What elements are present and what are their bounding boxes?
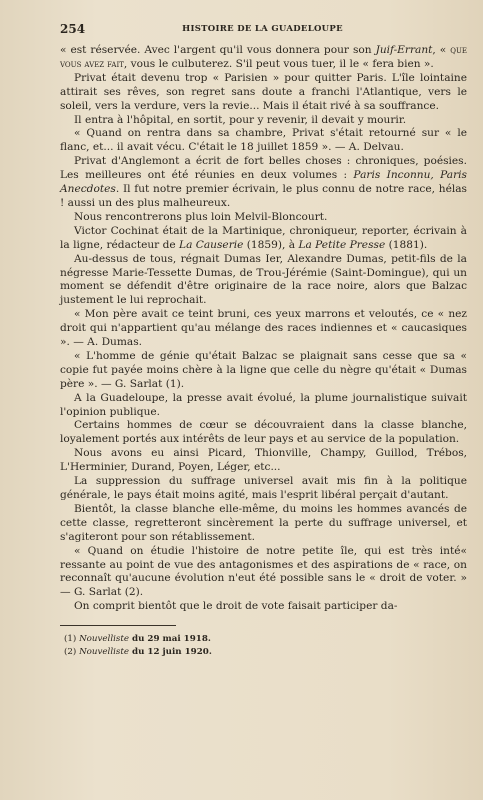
paragraph-6: [60, 211, 467, 225]
paragraph-5: [60, 155, 467, 211]
text-run: Nouvelliste: [79, 647, 129, 658]
footnotes: [60, 633, 467, 659]
paragraph-17: [60, 600, 467, 614]
paragraph-16: [60, 545, 467, 601]
footnote-1: [64, 633, 467, 646]
text-run: , vous le culbuterez. S'il peut vous tuer, il le « fera bien ».: [123, 57, 434, 70]
text-run: Certains hommes de cœur se découvraient dans la classe blanche, loyalement portés aux intérêts de leur pays et au service de la population.: [60, 419, 467, 446]
paragraph-7: [60, 225, 467, 253]
paragraph-12: [60, 419, 467, 447]
text-run: . Il fut notre premier écrivain, le plus connu de notre race, hélas ! aussi un des plus malheureux.: [60, 183, 467, 209]
text-run: du 29 mai 1918.: [128, 634, 211, 645]
paragraph-1: [60, 44, 467, 72]
text-run: Il entra à l'hôpital, en sortit, pour y revenir, il devait y mourir.: [74, 113, 407, 126]
footnote-2: [64, 646, 467, 659]
paragraph-11: [60, 392, 467, 420]
text-run: « L'homme de génie qu'était Balzac se plaignait sans cesse que sa « copie fut payée moins chère à la ligne que celle du nègre qu'était « Dumas père ». — G. Sarlat (1).: [60, 349, 467, 390]
paragraph-2: [60, 72, 467, 114]
text-run: Nous rencontrerons plus loin Melvil-Bloncourt.: [74, 210, 328, 223]
text-run: On comprit bientôt que le droit de vote faisait participer da-: [74, 600, 398, 613]
body-text: [60, 44, 467, 614]
text-run: Bientôt, la classe blanche elle-même, du moins les hommes avancés de cette classe, regretteront sincèrement la perte du suffrage universel, et s'agiteront pour son rétablissement.: [60, 502, 467, 543]
footnote-rule: [60, 625, 176, 626]
text-run: du 12 juin 1920.: [128, 647, 212, 658]
text-run: Paris Inconnu, Paris Anecdotes: [60, 169, 467, 196]
text-run: Victor Cochinat était de la Martinique, chroniqueur, reporter, écrivain à la ligne, rédacteur de: [60, 224, 467, 251]
text-run: Privat d'Anglemont a écrit de fort belles choses : chroniques, poésies. Les meilleures ont été réunies en deux volumes :: [60, 155, 467, 182]
text-run: La Causerie: [179, 238, 244, 251]
text-run: (1): [64, 634, 80, 645]
page-number: 254: [60, 22, 86, 36]
text-run: Au-dessus de tous, régnait Dumas Ier, Alexandre Dumas, petit-fils de la négresse Marie-Tessette Dumas, de Trou-Jérémie (Saint-Domingue), qui un moment se défendit d'être originaire de la race noire, alors que Balzac justement le lui reprochait.: [60, 252, 467, 307]
text-run: (1881).: [385, 238, 428, 251]
paragraph-3: [60, 114, 467, 128]
paragraph-9: [60, 308, 467, 350]
text-run: (2): [64, 647, 80, 658]
paragraph-15: [60, 503, 467, 545]
text-run: La suppression du suffrage universel avait mis fin à la politique générale, le pays était moins agité, mais l'esprit libéral perçait d'autant.: [60, 475, 467, 501]
text-run: Privat était devenu trop « Parisien » pour quitter Paris. L'île lointaine attirait ses rêves, son regret sans doute a franchi l'Atlantique, vers le soleil, vers la verdure, vers la revie... Mais il était rivé à sa souffrance.: [60, 71, 467, 112]
paragraph-4: [60, 127, 467, 155]
text-run: La Petite Presse: [298, 238, 386, 251]
paragraph-8: [60, 253, 467, 309]
text-run: A la Guadeloupe, la presse avait évolué, la plume journalistique suivait l'opinion publique.: [60, 391, 467, 418]
text-run: « Quand on rentra dans sa chambre, Privat s'était retourné sur « le flanc, et... il avait vécu. C'était le 18 juillet 1859 ». — A. Delvau.: [60, 127, 467, 154]
text-run: Juif-Errant: [375, 44, 433, 56]
text-run: Nouvelliste: [79, 634, 129, 645]
paragraph-10: [60, 350, 467, 392]
text-run: « Mon père avait ce teint bruni, ces yeux marrons et veloutés, ce « nez droit qui n'appartient qu'au mélange des races indiennes et « caucasiques ». — A. Dumas.: [60, 308, 467, 349]
text-run: Nous avons eu ainsi Picard, Thionville, Champy, Guillod, Trébos, L'Herminier, Durand, Poyen, Léger, etc...: [60, 447, 467, 474]
text-run: , «: [432, 44, 451, 56]
running-head: HISTOIRE DE LA GUADELOUPE: [182, 24, 343, 34]
text-run: que vous avez fait: [60, 45, 467, 70]
page-header: [60, 22, 465, 36]
text-run: « Quand on étudie l'histoire de notre petite île, qui est très inté« ressante au point de vue des antagonismes et des aspirations de « race, on reconnaît qu'aucune évolution n'eut été possible sans le « droit de voter. » — G. Sarlat (2).: [60, 544, 467, 599]
text-run: (1859), à: [243, 238, 299, 251]
paragraph-14: [60, 475, 467, 503]
paragraph-13: [60, 447, 467, 475]
text-run: « est réservée. Avec l'argent qu'il vous donnera pour son: [60, 44, 376, 56]
